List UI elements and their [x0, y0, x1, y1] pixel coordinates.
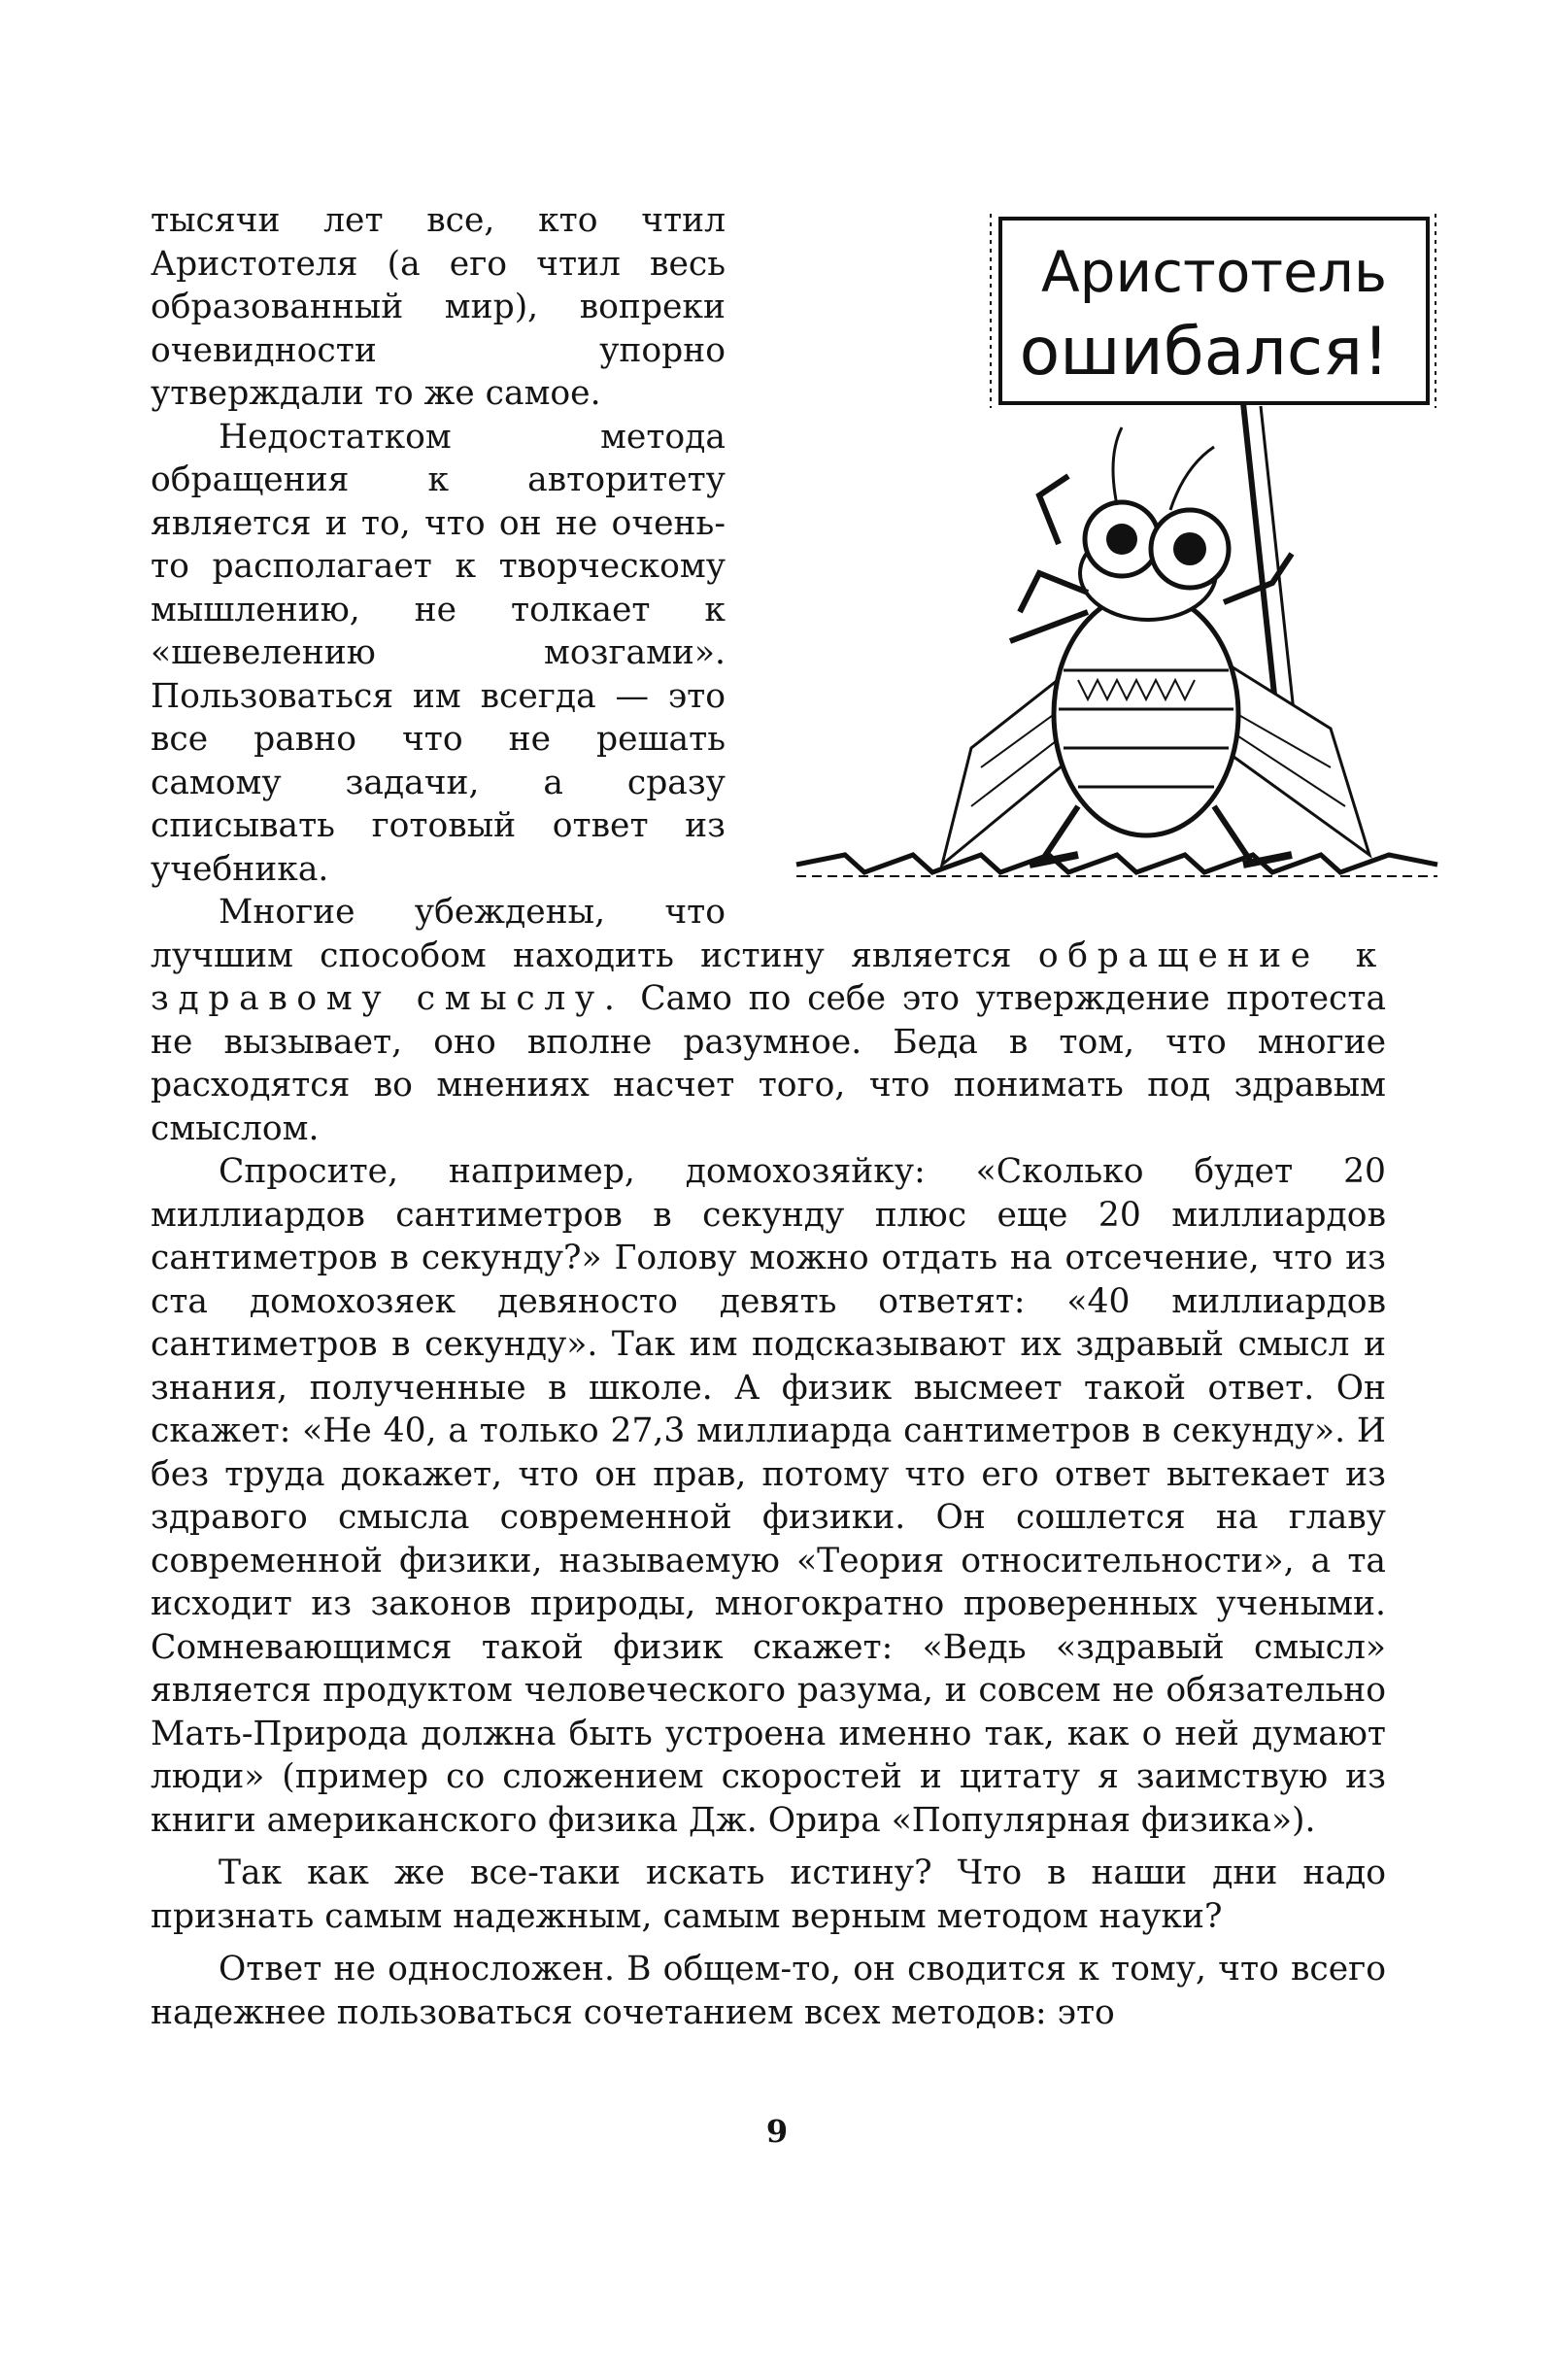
sign-text-line-1: Аристотель [1040, 239, 1388, 305]
emphasized-phrase: обращение к здравому смыслу. [151, 935, 1386, 1018]
paragraph-3-end: Само по себе это утверждение протеста не вызывает, оно вполне разумное. Беда в том, что многие расходятся во мнениях насчет того, что понимать под здравым смыслом. [151, 979, 1387, 1148]
paragraph-6: Ответ не односложен. В общем-то, он сводится к тому, что всего надежнее пользоваться сочетанием всех методов: это [151, 1950, 1386, 2032]
fly-icon [942, 427, 1369, 865]
paragraph-3-start: Многие убеждены, что лучшим способом находить истину является [151, 893, 1012, 975]
paragraph-5: Так как же все-таки искать истину? Что в наши дни надо признать самым надежным, самым верным методом науки? [151, 1853, 1386, 1936]
paragraph-1: тысячи лет все, кто чтил Аристотеля (а его чтил весь образованный мир), вопреки очевидности упорно утверждали то же самое. [151, 201, 726, 413]
sign-board [991, 214, 1436, 408]
sign-text-line-2: ошибался! [1019, 314, 1390, 391]
page-number: 9 [765, 2113, 789, 2150]
ground-zigzag [796, 855, 1437, 876]
paragraph-3 [151, 891, 1386, 1150]
paragraph-4: Спросите, например, домохозяйку: «Сколько будет 20 миллиардов сантиметров в секунду плюс еще 20 миллиардов сантиметров в секунду?» Голову можно отдать на отсечение, что из ста домохозяек девяносто девять ответят: «40 миллиардов сантиметров в секунду». Так им подсказывают их здравый смысл и знания, полученные в школе. А физик высмеет такой ответ. Он скажет: «Не 40, а только 27,3 миллиарда сантиметров в секунду». И без труда докажет, что он прав, потому что его ответ вытекает из здравого смысла современной физики. Он сошлется на главу современной физики, называемую «Теория относительности», а та исходит из законов природы, многократно проверенных учеными. Сомневающимся такой физик скажет: «Ведь «здравый смысл» является продуктом человеческого разума, и совсем не обязательно Мать-Природа должна быть устроена именно так, как о ней думают люди» (пример со сложением скоростей и цитату я заимствую из книги американского физика Дж. Орира «Популярная физика»). [151, 1152, 1386, 1840]
fly-with-sign-illustration [787, 185, 1447, 894]
paragraph-2: Недостатком метода обращения к авторитету является и то, что он не очень-то располагает к творческому мышлению, не толкает к «шевелению мозгами». Пользоваться им всегда — это все равно что не решать самому задачи, а сразу списывать готовый ответ из учебника. [151, 417, 726, 889]
